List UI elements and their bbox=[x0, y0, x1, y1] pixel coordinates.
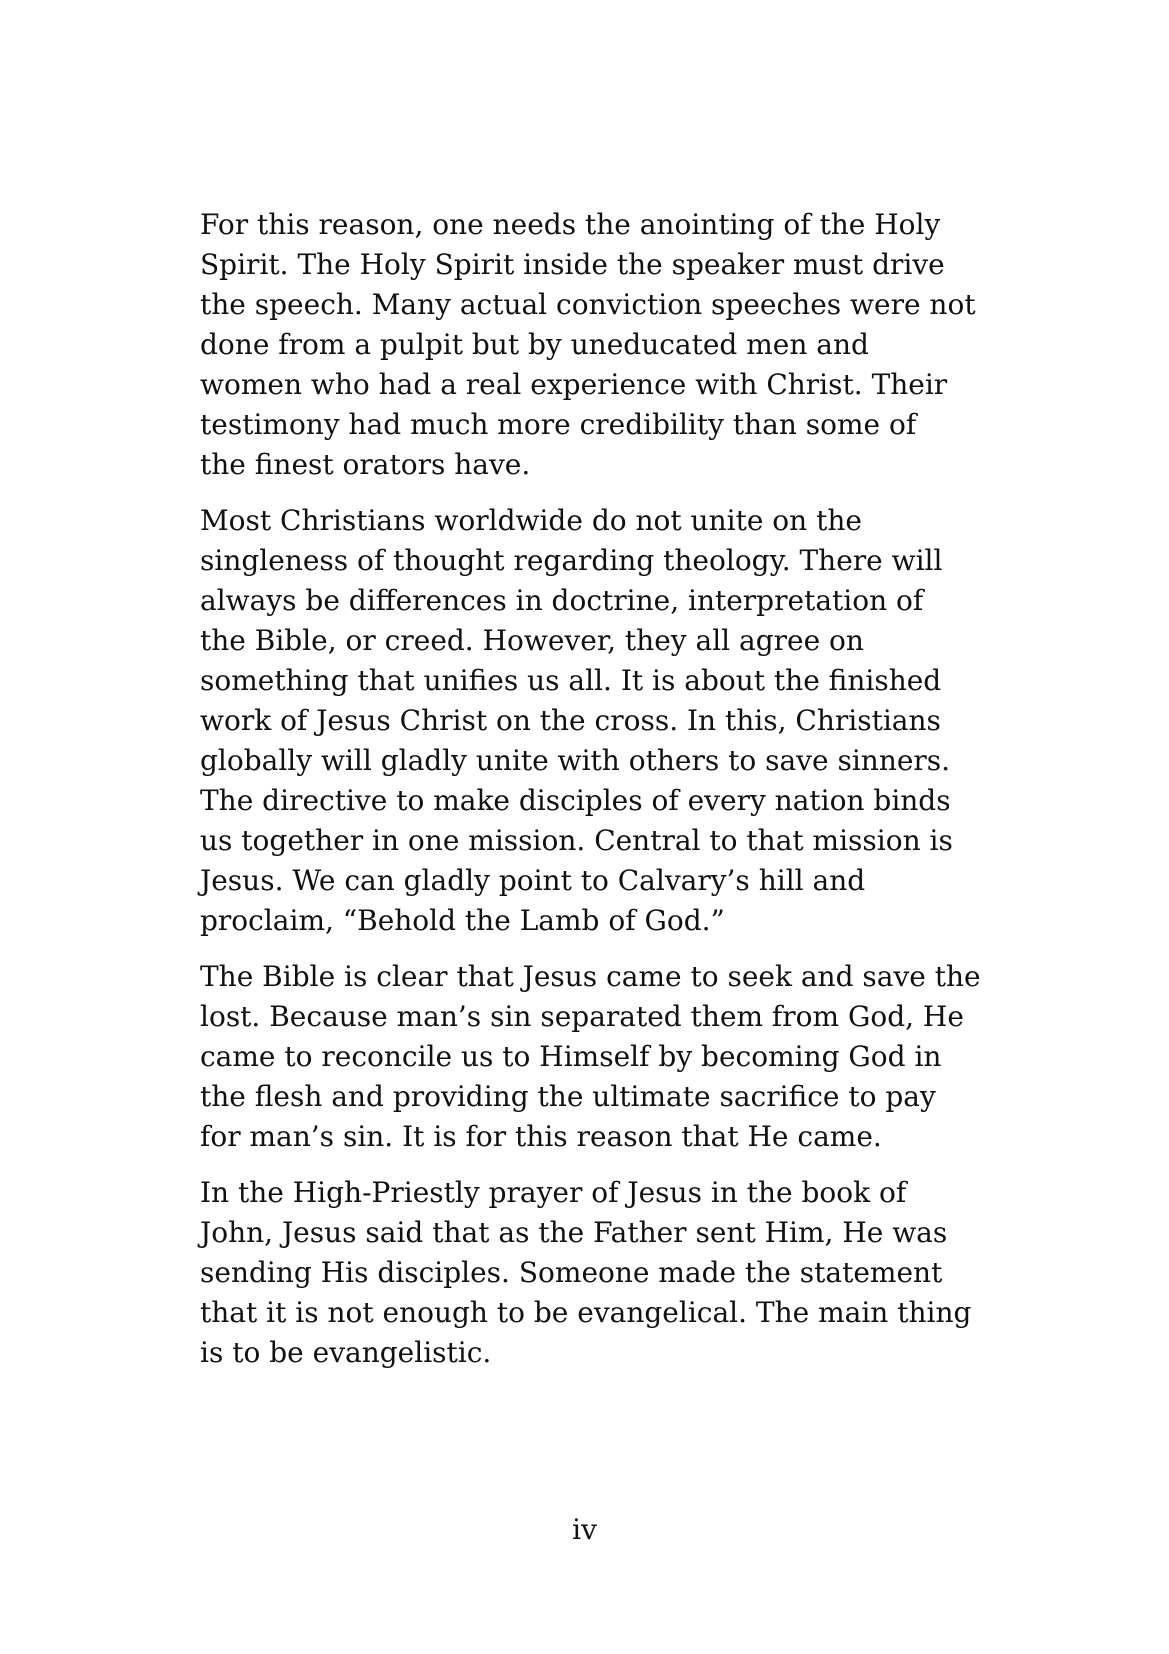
page-body bbox=[200, 205, 981, 1389]
paragraph-3 bbox=[200, 957, 981, 1157]
text-line: Spirit. The Holy Spirit inside the speaker must drive bbox=[200, 248, 945, 281]
text-line: work of Jesus Christ on the cross. In this, Christians bbox=[200, 704, 941, 737]
text-line: the flesh and providing the ultimate sacrifice to pay bbox=[200, 1080, 936, 1113]
text-line: came to reconcile us to Himself by becoming God in bbox=[200, 1040, 942, 1073]
text-line: that it is not enough to be evangelical. The main thing bbox=[200, 1296, 972, 1329]
text-line: the finest orators have. bbox=[200, 448, 531, 481]
text-line: testimony had much more credibility than some of bbox=[200, 408, 917, 441]
text-line: always be differences in doctrine, interpretation of bbox=[200, 584, 924, 617]
text-line: women who had a real experience with Christ. Their bbox=[200, 368, 948, 401]
text-line: the speech. Many actual conviction speeches were not bbox=[200, 288, 976, 321]
text-line: globally will gladly unite with others to save sinners. bbox=[200, 744, 951, 777]
text-line: The directive to make disciples of every nation binds bbox=[200, 784, 951, 817]
text-line: proclaim, “Behold the Lamb of God.” bbox=[200, 904, 725, 937]
text-line: Most Christians worldwide do not unite on the bbox=[200, 504, 862, 537]
paragraph-4 bbox=[200, 1173, 975, 1373]
text-line: The Bible is clear that Jesus came to seek and save the bbox=[200, 960, 981, 993]
paragraph-1 bbox=[200, 205, 975, 485]
paragraph-2 bbox=[200, 501, 975, 941]
text-line: something that unifies us all. It is about the finished bbox=[200, 664, 942, 697]
text-line: For this reason, one needs the anointing of the Holy bbox=[200, 208, 941, 241]
text-line: sending His disciples. Someone made the statement bbox=[200, 1256, 943, 1289]
text-line: In the High-Priestly prayer of Jesus in the book of bbox=[200, 1176, 907, 1209]
text-line: us together in one mission. Central to that mission is bbox=[200, 824, 953, 857]
text-line: the Bible, or creed. However, they all agree on bbox=[200, 624, 864, 657]
text-line: is to be evangelistic. bbox=[200, 1336, 492, 1369]
text-line: John, Jesus said that as the Father sent Him, He was bbox=[200, 1216, 948, 1249]
text-line: Jesus. We can gladly point to Calvary’s hill and bbox=[200, 864, 866, 897]
page-number: iv bbox=[572, 1513, 597, 1546]
text-line: lost. Because man’s sin separated them from God, He bbox=[200, 1000, 964, 1033]
text-line: for man’s sin. It is for this reason that He came. bbox=[200, 1120, 882, 1153]
text-line: done from a pulpit but by uneducated men and bbox=[200, 328, 869, 361]
text-line: singleness of thought regarding theology. There will bbox=[200, 544, 943, 577]
